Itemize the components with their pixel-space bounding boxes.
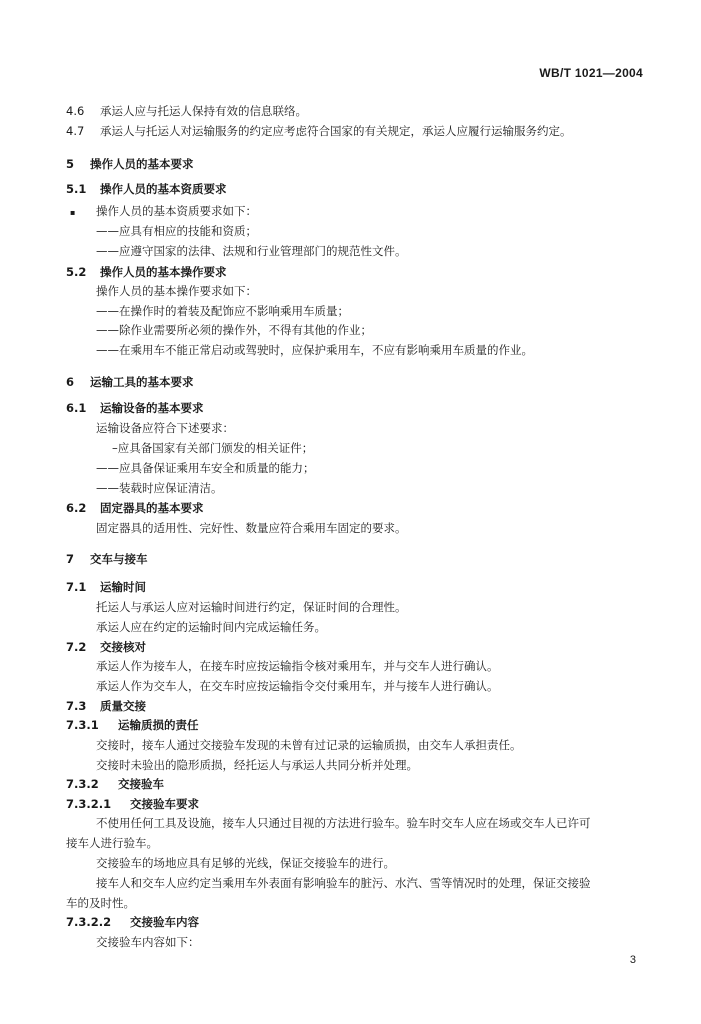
section-number: 5.2 (66, 265, 87, 279)
chapter-number: 7 (66, 552, 75, 566)
paragraph-text: 运输设备应符合下述要求： (96, 421, 234, 435)
chapter-5-heading (66, 157, 194, 171)
chapter-title: 交车与接车 (90, 552, 148, 566)
section-7-2-heading (66, 640, 146, 654)
section-number: 5.1 (66, 182, 87, 196)
clause-number: 4.7 (66, 124, 85, 138)
subsection-7-3-2-heading (66, 777, 164, 791)
section-number: 7.2 (66, 640, 87, 654)
subsection-7-3-2-2-heading (66, 915, 199, 929)
paragraph-text: 交接时，接车人通过交接验车发现的未曾有过记录的运输质损，由交车人承担责任。 (96, 738, 522, 752)
clause-4-7 (66, 124, 572, 138)
list-item: ——在乘用车不能正常启动或驾驶时，应保护乘用车，不应有影响乘用车质量的作业。 (96, 343, 533, 357)
paragraph-text: 车的及时性。 (66, 896, 135, 910)
section-number: 6.1 (66, 401, 87, 415)
section-number: 7.3.2.2 (66, 915, 112, 929)
section-title: 运输质损的责任 (118, 718, 199, 732)
paragraph-text: 接车人和交车人应约定当乘用车外表面有影响验车的脏污、水汽、雪等情况时的处理，保证交接验 (96, 876, 591, 890)
paragraph-text: 接车人进行验车。 (66, 836, 158, 850)
section-5-1-heading (66, 182, 227, 196)
stray-mark: ▪ (70, 208, 76, 217)
paragraph-text: 承运人应在约定的运输时间内完成运输任务。 (96, 620, 326, 634)
chapter-number: 5 (66, 157, 75, 171)
paragraph-text: 固定器具的适用性、完好性、数量应符合乘用车固定的要求。 (96, 521, 407, 535)
page-number: 3 (629, 954, 636, 966)
paragraph-text: 交接时未验出的隐形质损，经托运人与承运人共同分析并处理。 (96, 758, 418, 772)
paragraph-text: 承运人作为接车人，在接车时应按运输指令核对乘用车，并与交车人进行确认。 (96, 659, 499, 673)
subsection-7-3-1-heading (66, 718, 199, 732)
paragraph-text: 交接验车的场地应具有足够的光线，保证交接验车的进行。 (96, 856, 395, 870)
section-title: 交接验车 (118, 777, 164, 791)
section-title: 交接核对 (100, 640, 146, 654)
chapter-title: 操作人员的基本要求 (90, 157, 194, 171)
list-item: ——应具备保证乘用车安全和质量的能力； (96, 461, 315, 475)
clause-text: 承运人应与托运人保持有效的信息联络。 (100, 104, 307, 118)
section-title: 交接验车内容 (130, 915, 199, 929)
section-number: 7.1 (66, 580, 87, 594)
paragraph-text: 托运人与承运人应对运输时间进行约定，保证时间的合理性。 (96, 600, 407, 614)
paragraph-text: 操作人员的基本操作要求如下： (96, 284, 257, 298)
standard-code: WB/T 1021—2004 (539, 66, 643, 80)
section-title: 固定器具的基本要求 (100, 501, 204, 515)
section-7-3-heading (66, 699, 146, 713)
section-number: 7.3.2 (66, 777, 99, 791)
list-item: ——除作业需要所必须的操作外，不得有其他的作业； (96, 323, 372, 337)
paragraph-5-1-intro (70, 204, 257, 220)
clause-4-6 (66, 104, 307, 118)
section-number: 7.3.1 (66, 718, 99, 732)
list-item: –应具备国家有关部门颁发的相关证件； (112, 441, 314, 455)
paragraph-text: 交接验车内容如下： (96, 935, 200, 949)
paragraph-text: 不使用任何工具及设施，接车人只通过目视的方法进行验车。验车时交车人应在场或交车人已许可 (96, 816, 591, 830)
section-title: 操作人员的基本操作要求 (100, 265, 227, 279)
paragraph-text: 承运人作为交车人，在交车时应按运输指令交付乘用车，并与接车人进行确认。 (96, 679, 499, 693)
chapter-6-heading (66, 375, 194, 389)
section-number: 7.3 (66, 699, 87, 713)
section-number: 7.3.2.1 (66, 797, 112, 811)
section-title: 运输时间 (100, 580, 146, 594)
section-5-2-heading (66, 265, 227, 279)
section-6-1-heading (66, 401, 204, 415)
section-title: 操作人员的基本资质要求 (100, 182, 227, 196)
chapter-title: 运输工具的基本要求 (90, 375, 194, 389)
section-6-2-heading (66, 501, 204, 515)
chapter-number: 6 (66, 375, 75, 389)
list-item: ——装载时应保证清洁。 (96, 481, 223, 495)
subsection-7-3-2-1-heading (66, 797, 199, 811)
paragraph-text: 操作人员的基本资质要求如下： (96, 204, 257, 218)
section-number: 6.2 (66, 501, 87, 515)
list-item: ——在操作时的着装及配饰应不影响乘用车质量； (96, 304, 349, 318)
section-7-1-heading (66, 580, 146, 594)
section-title: 运输设备的基本要求 (100, 401, 204, 415)
section-title: 交接验车要求 (130, 797, 199, 811)
list-item: ——应遵守国家的法律、法规和行业管理部门的规范性文件。 (96, 244, 407, 258)
clause-number: 4.6 (66, 104, 85, 118)
chapter-7-heading (66, 552, 148, 566)
list-item: ——应具有相应的技能和资质； (96, 224, 257, 238)
section-title: 质量交接 (100, 699, 146, 713)
clause-text: 承运人与托运人对运输服务的约定应考虑符合国家的有关规定，承运人应履行运输服务约定。 (100, 124, 572, 138)
